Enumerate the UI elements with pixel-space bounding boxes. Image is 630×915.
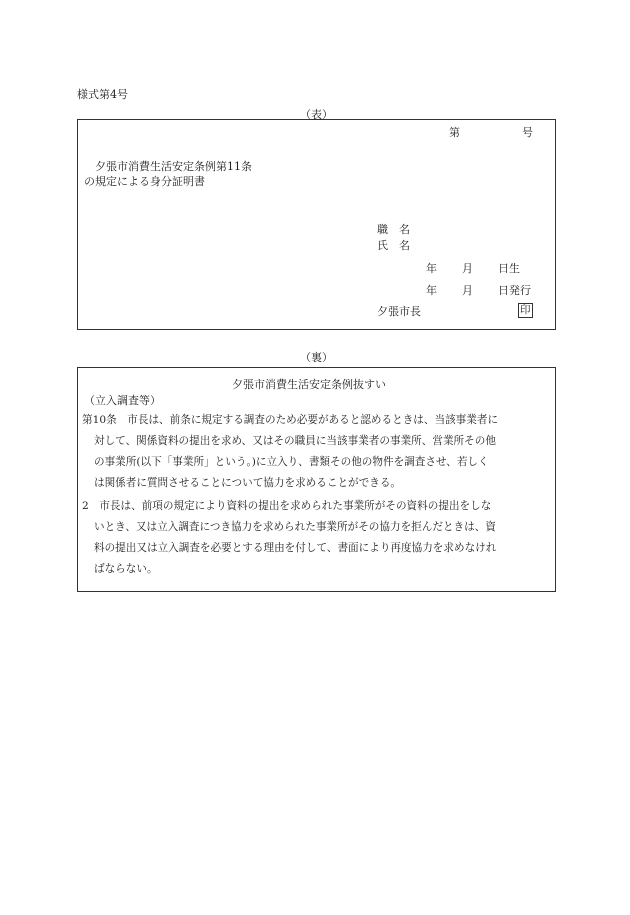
front-card [77,119,556,330]
article-caption: （立入調査等） [84,394,161,407]
issued-day: 日発行 [498,284,531,297]
article-10-line: 対して、関係資料の提出を求め、又はその職員に当該事業者の事業所、営業所その他 [94,435,496,447]
issued-month: 月 [462,284,473,297]
article-10-line: の事業所(以下「事業所」という。)に立入り、書類その他の物件を調査させ、若しく [94,456,489,468]
mayor-label: 夕張市長 [377,305,421,318]
name-label: 氏 名 [377,239,410,252]
seal-text: 印 [520,304,531,316]
form-number: 様式第4号 [77,88,128,101]
paragraph-2-line: ばならない。 [94,563,158,575]
paragraph-2-line: 料の提出又は立入調査を必要とする理由を付して、書面により再度協力を求めなけれ [94,542,497,554]
number-dai: 第 [449,126,460,139]
paragraph-2-line: 2 市長は、前項の規定により資料の提出を求められた事業所がその資料の提出をしな [82,500,492,512]
article-10-line: 第10条 市長は、前条に規定する調査のため必要があると認めるときは、当該事業者に [82,414,499,426]
title-line-1: 夕張市消費生活安定条例第11条 [95,160,252,173]
back-title: 夕張市消費生活安定条例抜すい [232,378,386,391]
birth-day: 日生 [498,262,520,275]
post-label: 職 名 [377,223,410,236]
article-10 [82,410,552,494]
birth-month: 月 [462,262,473,275]
article-10-line: は関係者に質問させることについて協力を求めることができる。 [94,477,402,489]
seal-mark [518,303,533,318]
birth-year: 年 [426,262,437,275]
number-go: 号 [522,126,533,139]
issued-year: 年 [426,284,437,297]
paragraph-2-line: いとき、又は立入調査につき協力を求められた事業所がその協力を拒んだときは、資 [94,521,496,533]
back-label: （裏） [300,351,333,364]
front-label: （表） [300,108,333,121]
paragraph-2 [82,496,552,580]
title-line-2: の規定による身分証明書 [84,175,205,188]
